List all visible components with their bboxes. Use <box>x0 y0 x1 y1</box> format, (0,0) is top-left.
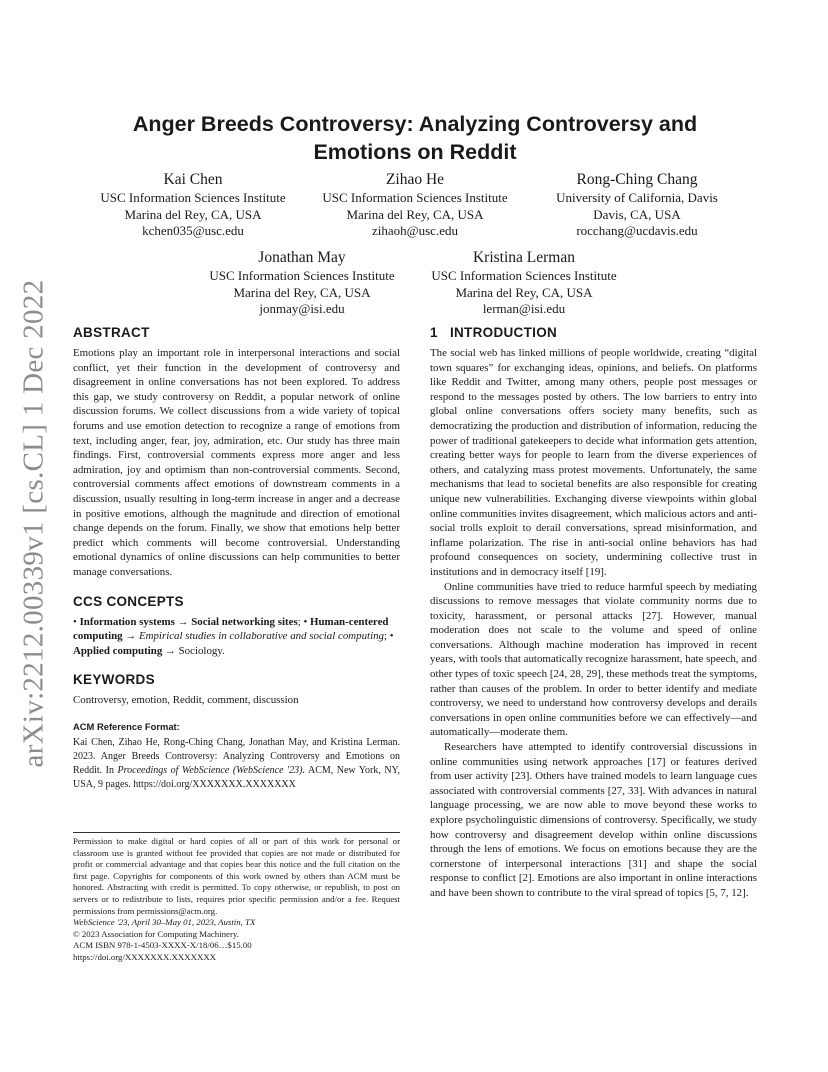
acm-ref-details: ACM, New York, NY, USA, 9 pages. https://doi.org/XXXXXXX.XXXXXXX <box>73 765 400 791</box>
abstract-heading: ABSTRACT <box>73 325 150 340</box>
arxiv-identifier: arXiv:2212.00339v1 [cs.CL] 1 Dec 2022 <box>17 279 50 767</box>
acm-ref-venue: Proceedings of WebScience (WebScience '23). <box>117 765 306 777</box>
ccs-separator: ; <box>383 630 390 643</box>
author-block <box>199 248 405 318</box>
conference-info: WebScience '23, April 30–May 01, 2023, Austin, TX <box>73 917 256 928</box>
author-name: Kai Chen <box>163 171 223 188</box>
intro-paragraph: Online communities have tried to reduce harmful speech by mediating discussions to remove messages that violate community norms due to toxicity, harassment, or personal attacks [27]. However, manual moderation does not scale to the volume and speed of online conversations. Although machine moderation has improved in recent years, with tools that automatically recognize harassment, hate speech, and other types of toxic speech [24, 28, 29], these methods treat the symptoms, rather than causes of the problem. In order to better identify and mediate controversy, we need to understand how controversy develops and derails conversations in open online communities before we can effectively—and automatically—moderate them. <box>430 580 757 739</box>
author-block <box>534 170 740 240</box>
permission-footnote <box>73 832 400 964</box>
acm-ref-heading: ACM Reference Format: <box>73 720 180 732</box>
acm-ref-text <box>73 736 400 792</box>
author-block <box>90 170 296 240</box>
ccs-term: Applied computing <box>73 644 163 657</box>
ccs-bullet: • <box>303 615 308 628</box>
author-affiliation: USC Information Sciences Institute <box>209 268 395 283</box>
author-block <box>312 170 518 240</box>
permission-text: Permission to make digital or hard copies of all or part of this work for personal or classroom use is granted without fee provided that copies are not made or distributed for profit or commercial advantage and that copies bear this notice and the full citation on the first page. Copyrights for components of this work owned by others than ACM must be honored. Abstracting with credit is permitted. To copy otherwise, or republish, to post on servers or to redistribute to lists, requires prior specific permission and/or a fee. Request permissions from permissions@acm.org. <box>73 836 400 916</box>
author-email: lerman@isi.edu <box>482 301 566 316</box>
author-location: Marina del Rey, CA, USA <box>233 284 371 300</box>
author-email: jonmay@isi.edu <box>259 301 345 316</box>
keywords-text: Controversy, emotion, Reddit, comment, discussion <box>73 694 299 707</box>
ccs-heading: CCS CONCEPTS <box>73 593 184 609</box>
author-affiliation: USC Information Sciences Institute <box>431 268 617 283</box>
keywords-heading: KEYWORDS <box>73 672 155 688</box>
ccs-term: Empirical studies in collaborative and social computing <box>138 630 384 643</box>
author-name: Rong-Ching Chang <box>576 171 698 188</box>
copyright-line: © 2023 Association for Computing Machinery. <box>73 928 239 939</box>
author-email: rocchang@ucdavis.edu <box>576 223 698 238</box>
author-location: Marina del Rey, CA, USA <box>455 284 593 300</box>
doi-line: https://doi.org/XXXXXXX.XXXXXXX <box>73 951 217 962</box>
ccs-bullet: • <box>389 630 394 643</box>
author-location: Davis, CA, USA <box>593 206 681 222</box>
intro-paragraph: Researchers have attempted to identify controversial discussions in online communities using network approaches [17] or features derived from user activity [23]. Others have trained models to learn language cues associated with controversial comments [27, 33]. With advances in natural language processing, we are now able to move beyond these works to explore psycholinguistic dimensions of controversy. Specifically, we study how controversy and disagreement develop within online discussions through the lens of emotions. We focus on emotions because they are the cornerstone of interpersonal interactions [31] and shape the social response to conflict [2]. Emotions are also important in online interactions and have been shown to contribute to the viral spread of topics [5, 7, 12]. <box>430 741 757 899</box>
ccs-term: Social networking sites <box>191 615 298 628</box>
author-affiliation: USC Information Sciences Institute <box>100 190 286 205</box>
intro-paragraph: The social web has linked millions of people worldwide, creating “digital town squares” for exchanging ideas, opinions, and beliefs. On platforms like Reddit and Twitter, among many others, people post messages or respond to the messages posted by others. The low barriers to entry into global online conversations offers society many benefits, such as democratizing the production and distribution of information, reducing the power of traditional gatekeepers to decide what information gets attention, creating better ways for people to learn from the diverse experiences of others, and catalyzing mass protest movements. Unfortunately, the same mechanisms that lead to societal benefits are also responsible for creating unique new vulnerabilities. Exchanging diverse viewpoints within global online communities invites disagreement, which malicious actors and anti-social trolls exploit to derail conversations, spread misinformation, and inflame polarization. The rise in anti-social online behaviors has had profound consequences on society, undermining collective trust in institutions and in democracy itself [19]. <box>430 347 757 578</box>
author-name: Kristina Lerman <box>472 249 575 266</box>
left-column <box>73 324 400 792</box>
ccs-term: Information systems <box>79 615 175 628</box>
author-affiliation: University of California, Davis <box>556 190 718 205</box>
right-column <box>430 324 757 901</box>
author-affiliation: USC Information Sciences Institute <box>322 190 508 205</box>
paper-title: Anger Breeds Controversy: Analyzing Controversy and Emotions on Reddit <box>132 112 698 164</box>
author-block <box>421 248 627 318</box>
ccs-term: Human-centered computing <box>73 615 389 643</box>
section-heading: 1 INTRODUCTION <box>430 325 558 340</box>
ccs-separator: ; <box>297 615 304 628</box>
acm-ref-authors: Kai Chen, Zihao He, Rong-Ching Chang, Jonathan May, and Kristina Lerman. 2023. Anger Breeds Controversy: Analyzing Controversy and Emotions on Reddit. In <box>73 737 400 777</box>
arxiv-stamp <box>14 279 54 767</box>
author-name: Zihao He <box>385 171 445 188</box>
author-location: Marina del Rey, CA, USA <box>346 206 484 222</box>
footnote-rule <box>73 832 400 833</box>
ccs-arrow: → <box>162 644 179 657</box>
ccs-bullet: • <box>73 615 77 628</box>
author-email: zihaoh@usc.edu <box>372 223 458 238</box>
author-name: Jonathan May <box>258 249 346 266</box>
ccs-concepts <box>73 615 400 659</box>
ccs-term: Sociology. <box>178 644 225 657</box>
isbn-line: ACM ISBN 978-1-4503-XXXX-X/18/06…$15.00 <box>73 940 252 951</box>
author-email: kchen035@usc.edu <box>142 223 244 238</box>
abstract-text: Emotions play an important role in interpersonal interactions and social conflict, yet their function in the development of controversy and disagreement in online conversations has not been explored. To address this gap, we study controversy on Reddit, a popular network of online discussion forums. We collect discussions from a wide variety of topical forums and use emotion detection to recognize a range of emotions from text, including anger, fear, joy, admiration, etc. Our study has three main findings. First, controversial comments express more anger and less admiration, joy and optimism than non-controversial comments. Second, controversial comments affect emotions of downstream comments in a discussion, usually resulting in long-term increase in anger and a decrease in positive emotions, although the magnitude and direction of emotional change depends on the forum. Finally, we show that emotions help better predict which comments will become controversial. Understanding emotional dynamics of online discussions can help communities to better manage conversations. <box>73 347 400 578</box>
ccs-arrow: → <box>174 615 192 628</box>
ccs-arrow: → <box>122 630 139 643</box>
author-location: Marina del Rey, CA, USA <box>124 206 262 222</box>
